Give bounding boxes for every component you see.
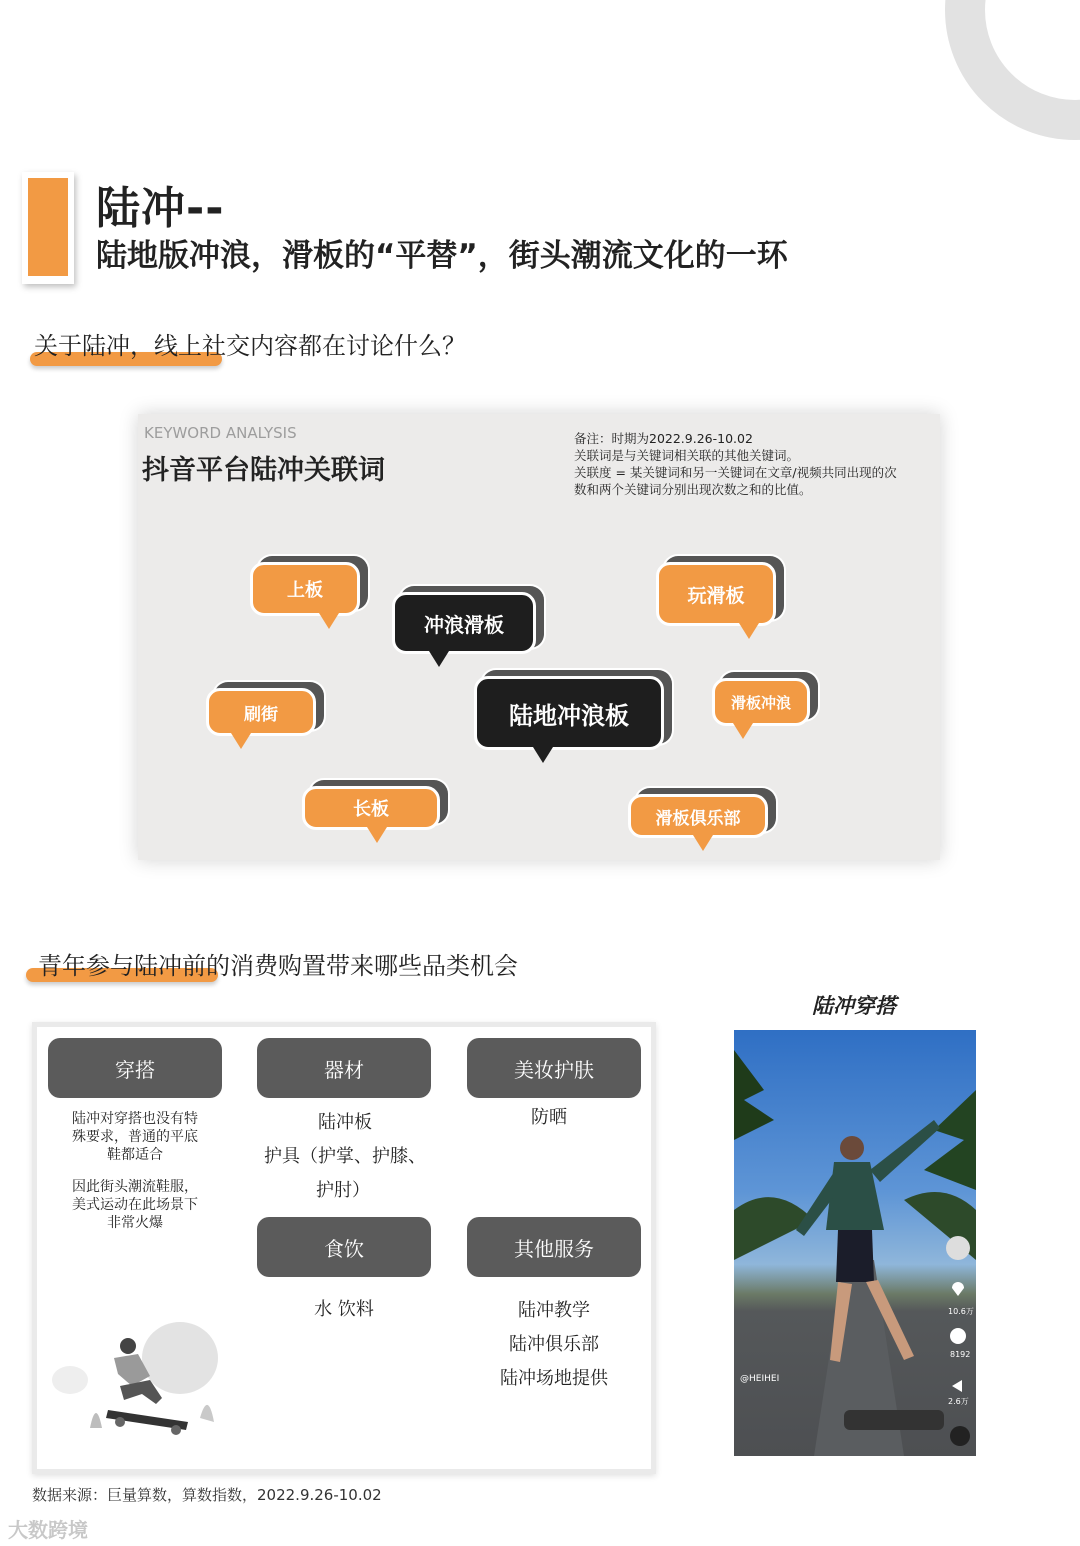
clothing-description (48, 1110, 222, 1232)
title-accent-bar (22, 172, 74, 284)
section2-heading: 青年参与陆冲前的消费购置带来哪些品类机会 (38, 952, 518, 980)
description-line: 鞋都适合 (107, 1147, 163, 1163)
description-line: 陆冲俱乐部 (509, 1334, 599, 1355)
beauty-description (467, 1106, 631, 1130)
description-line: 陆冲对穿搭也没有特 (72, 1111, 198, 1127)
keyword-text: 刷街 (244, 704, 278, 725)
like-count: 10.6万 (948, 1307, 974, 1316)
outfit-photo (734, 1030, 976, 1456)
section1-heading: 关于陆冲，线上社交内容都在讨论什么？ (34, 332, 466, 360)
category-beauty: 美妆护肤 (467, 1038, 641, 1098)
keyword-bubble (628, 794, 768, 838)
keyword-bubble (712, 678, 810, 726)
category-services: 其他服务 (467, 1217, 641, 1277)
keyword-card-title: 抖音平台陆冲关联词 (142, 455, 385, 486)
description-line: 护具（护掌、护膝、 (264, 1146, 426, 1167)
keyword-analysis-card (138, 414, 940, 860)
comment-count: 8192 (950, 1350, 971, 1359)
note-line: 关联度 = 某关键词和另一关键词在文章/视频共同出现的次 (574, 465, 897, 480)
description-line: 防晒 (531, 1107, 567, 1128)
note-line: 关联词是与关键词相关联的其他关键词。 (574, 448, 800, 463)
services-description (467, 1294, 641, 1396)
skateboarder-illustration (50, 1318, 230, 1448)
keyword-text: 玩滑板 (687, 584, 745, 607)
page-title: 陆冲-- (96, 183, 225, 234)
description-line: 陆冲场地提供 (500, 1368, 608, 1389)
share-count: 2.6万 (948, 1397, 969, 1406)
food-description (257, 1298, 431, 1322)
keyword-text: 上板 (287, 580, 323, 601)
photo-handle: @HEIHEI (740, 1374, 780, 1384)
category-food: 食饮 (257, 1217, 431, 1277)
description-line: 水 饮料 (314, 1299, 374, 1320)
description-line: 因此街头潮流鞋服， (72, 1179, 198, 1195)
keyword-card-label: KEYWORD ANALYSIS (144, 424, 297, 442)
equipment-description (240, 1106, 450, 1208)
category-clothing: 穿搭 (48, 1038, 222, 1098)
note-line: 备注：时期为2022.9.26-10.02 (574, 431, 753, 446)
watermark: 大数跨境 (8, 1518, 88, 1542)
description-line: 护肘） (316, 1180, 370, 1201)
keyword-bubble (474, 676, 664, 750)
description-line: 陆冲板 (318, 1112, 372, 1133)
keyword-bubble (656, 562, 776, 626)
description-line: 非常火爆 (107, 1215, 163, 1231)
note-line: 数和两个关键词分别出现次数之和的比值。 (574, 482, 812, 497)
page-subtitle: 陆地版冲浪，滑板的“平替”，街头潮流文化的一环 (96, 238, 788, 274)
keyword-bubble (392, 592, 536, 654)
keyword-bubble (250, 562, 360, 616)
keyword-bubble (206, 688, 316, 736)
decorative-corner-arc (945, 0, 1080, 140)
data-source: 数据来源：巨量算数，算数指数，2022.9.26-10.02 (32, 1486, 382, 1504)
description-line: 美式运动在此场景下 (72, 1197, 198, 1213)
keyword-card-notes (574, 430, 934, 498)
keyword-text: 滑板冲浪 (730, 693, 791, 712)
keyword-bubble (302, 786, 440, 830)
description-line: 陆冲教学 (518, 1300, 590, 1321)
description-line: 殊要求，普通的平底 (72, 1129, 198, 1145)
keyword-text: 冲浪滑板 (424, 612, 504, 637)
keyword-text: 滑板俱乐部 (655, 808, 741, 829)
photo-caption: 陆冲穿搭 (812, 994, 896, 1018)
keyword-text: 陆地冲浪板 (509, 701, 629, 730)
category-equipment: 器材 (257, 1038, 431, 1098)
keyword-text: 长板 (353, 799, 389, 820)
